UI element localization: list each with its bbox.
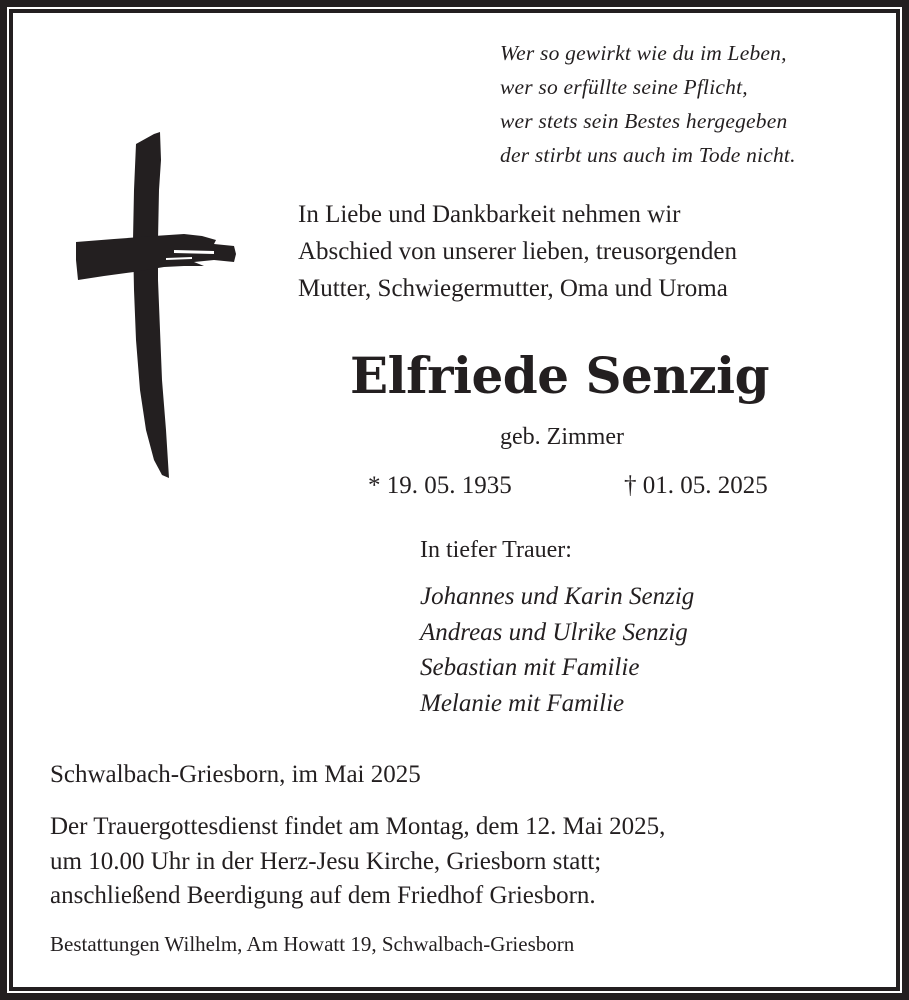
poem-line: wer stets sein Bestes hergegeben	[500, 109, 788, 133]
poem-line: der stirbt uns auch im Tode nicht.	[500, 143, 796, 167]
mourner: Sebastian mit Familie	[420, 654, 640, 681]
poem-line: wer so erfüllte seine Pflicht,	[500, 75, 748, 99]
date-born: * 19. 05. 1935	[368, 472, 512, 499]
intro-line: Abschied von unserer lieben, treusorgenden	[298, 238, 737, 265]
birth-name: geb. Zimmer	[500, 424, 624, 450]
mourner: Andreas und Ulrike Senzig	[420, 618, 688, 646]
intro-line: Mutter, Schwiegermutter, Oma und Uroma	[298, 275, 728, 302]
service-line: um 10.00 Uhr in der Herz-Jesu Kirche, Griesborn statt;	[50, 847, 602, 875]
mourners-list	[420, 579, 694, 721]
date-died: † 01. 05. 2025	[624, 472, 768, 499]
service-line: anschließend Beerdigung auf dem Friedhof Griesborn.	[50, 882, 596, 909]
mourner: Johannes und Karin Senzig	[420, 583, 695, 610]
poem-line: Wer so gewirkt wie du im Leben,	[500, 41, 787, 65]
undertaker: Bestattungen Wilhelm, Am Howatt 19, Schwalbach-Griesborn	[50, 932, 575, 956]
service-line: Der Trauergottesdienst findet am Montag, dem 12. Mai 2025,	[50, 813, 666, 840]
intro-text	[298, 196, 737, 307]
intro-line: In Liebe und Dankbarkeit nehmen wir	[298, 201, 681, 228]
cross-icon	[74, 130, 239, 482]
mourner: Melanie mit Familie	[420, 689, 625, 717]
mourning-label: In tiefer Trauer:	[420, 537, 572, 563]
place-date: Schwalbach-Griesborn, im Mai 2025	[50, 761, 421, 788]
deceased-name: Elfriede Senzig	[350, 346, 770, 405]
service-info	[50, 810, 665, 914]
poem	[500, 36, 796, 172]
